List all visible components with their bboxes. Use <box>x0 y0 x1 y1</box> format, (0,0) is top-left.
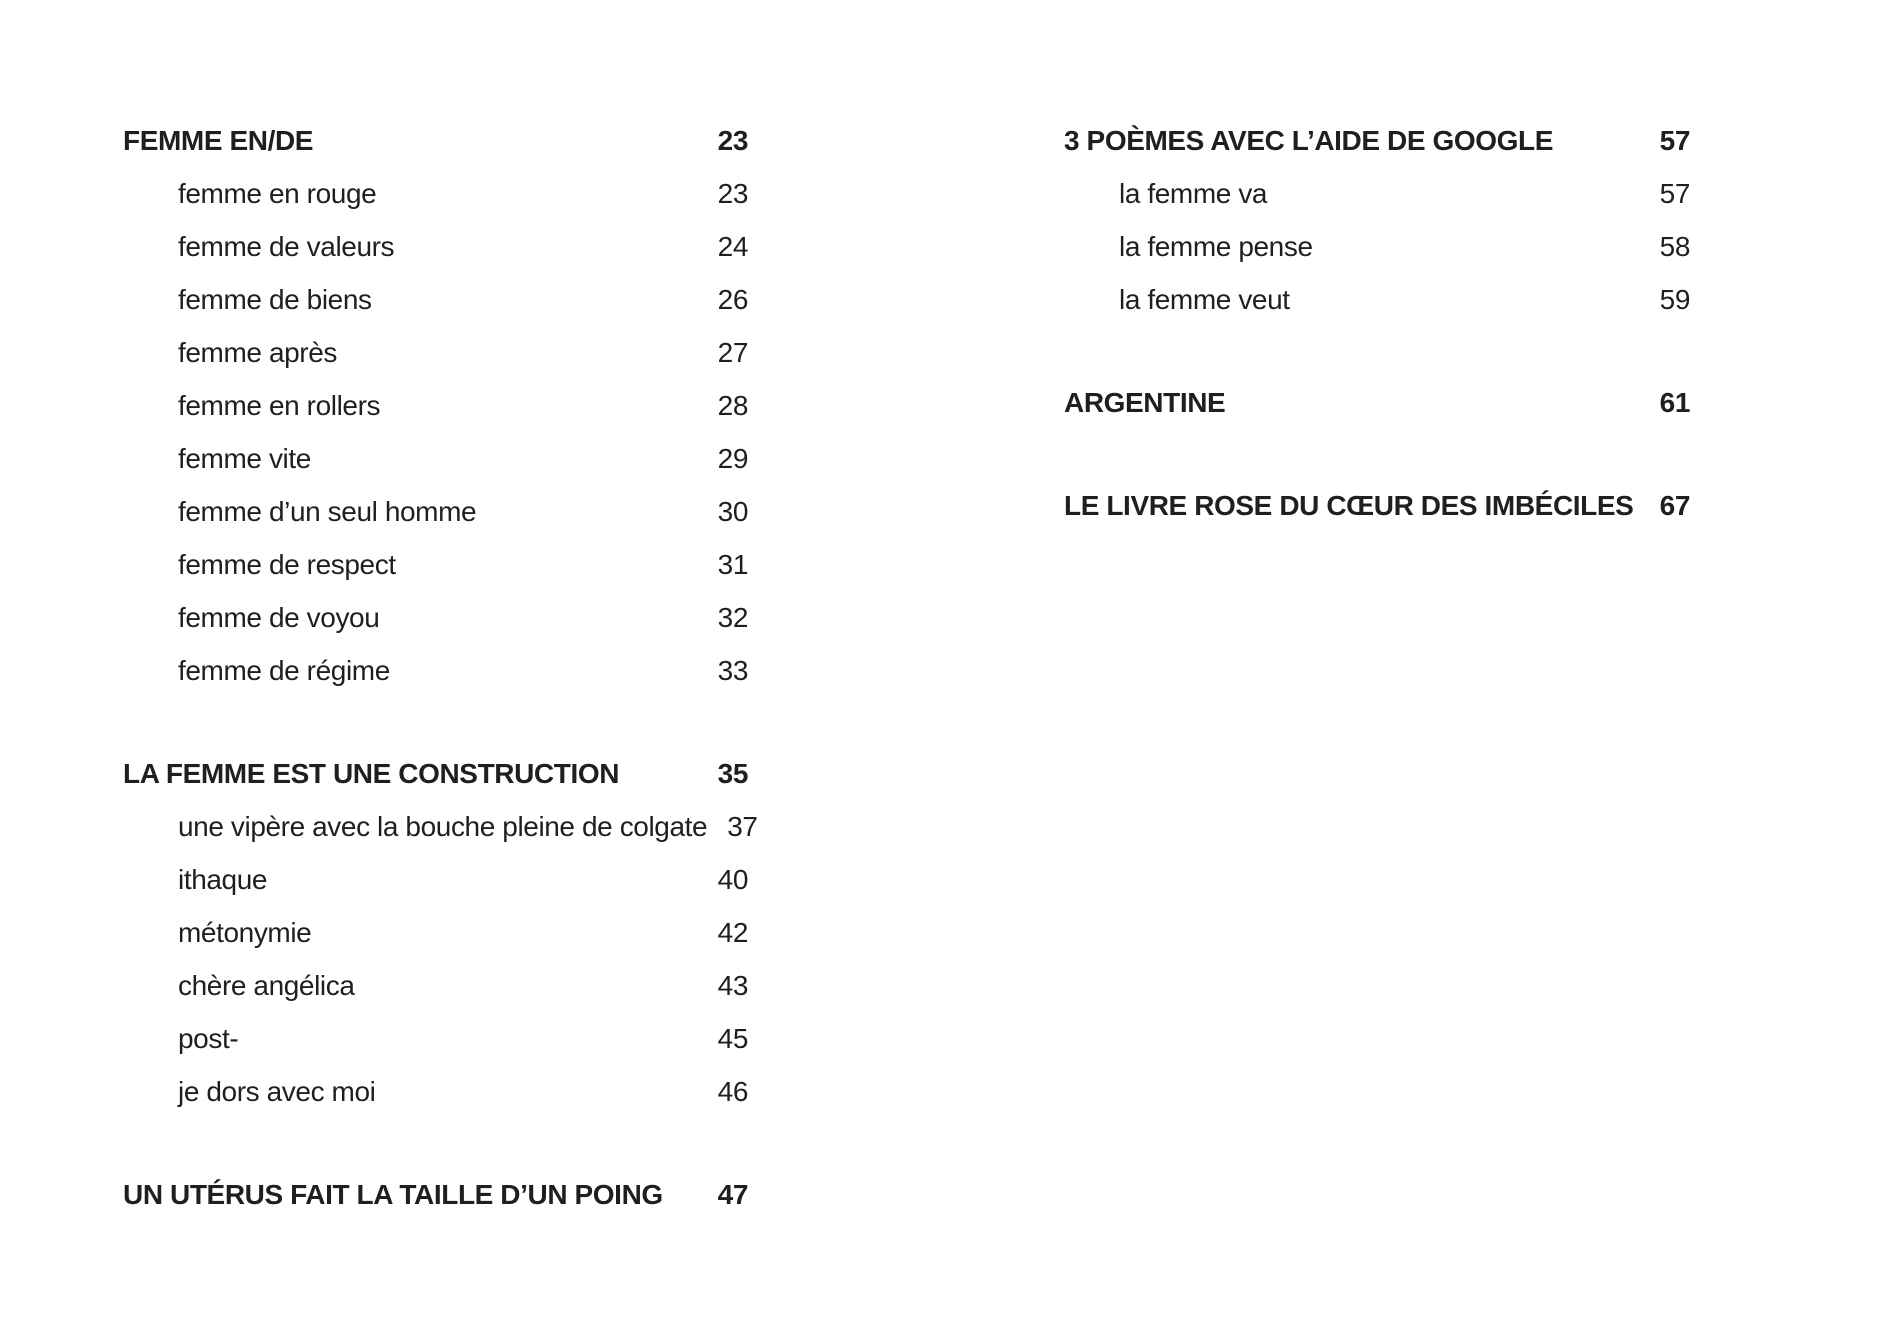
toc-section <box>123 114 748 697</box>
toc-entry-page-number: 29 <box>717 443 748 474</box>
toc-entry-row <box>123 379 748 432</box>
toc-section-title: LE LIVRE ROSE DU CŒUR DES IMBÉCILES <box>1064 490 1634 521</box>
toc-entry-row <box>123 432 748 485</box>
toc-entry-row <box>123 326 748 379</box>
toc-entry-title: femme de voyou <box>178 602 380 633</box>
toc-entry-page-number: 28 <box>717 390 748 421</box>
toc-entry-title: chère angélica <box>178 970 355 1001</box>
toc-entry-title: femme de régime <box>178 655 390 686</box>
toc-entry-title: femme de biens <box>178 284 372 315</box>
toc-entry-title: ithaque <box>178 864 268 895</box>
toc-entry-page-number: 23 <box>717 178 748 209</box>
toc-section-page-number: 67 <box>1659 490 1690 521</box>
toc-section-page-number: 57 <box>1659 125 1690 156</box>
toc-entry-title: la femme pense <box>1119 231 1313 262</box>
toc-entry-row <box>123 485 748 538</box>
toc-entry-row <box>123 959 748 1012</box>
toc-entry-row <box>123 220 748 273</box>
toc-entry-page-number: 32 <box>717 602 748 633</box>
toc-section-items <box>123 167 748 697</box>
toc-entry-title: femme en rollers <box>178 390 381 421</box>
toc-entry-row <box>123 1012 748 1065</box>
toc-entry-row <box>123 644 748 697</box>
toc-section <box>1064 114 1690 326</box>
toc-section <box>1064 479 1690 532</box>
toc-section-header-row <box>1064 114 1690 167</box>
toc-entry-title: femme en rouge <box>178 178 377 209</box>
toc-section-page-number: 23 <box>717 125 748 156</box>
toc-entry-title: la femme va <box>1119 178 1268 209</box>
toc-entry-page-number: 33 <box>717 655 748 686</box>
toc-column-left <box>123 114 758 1221</box>
toc-entry-title: une vipère avec la bouche pleine de colgate <box>178 811 708 842</box>
toc-entry-row <box>123 1065 748 1118</box>
toc-section-title: 3 POÈMES AVEC L’AIDE DE GOOGLE <box>1064 125 1553 156</box>
toc-entry-row <box>1064 220 1690 273</box>
toc-section <box>1064 376 1690 429</box>
toc-column-right <box>1064 114 1690 532</box>
toc-section-header-row <box>123 1168 748 1221</box>
toc-entry-page-number: 24 <box>717 231 748 262</box>
toc-section-title: UN UTÉRUS FAIT LA TAILLE D’UN POING <box>123 1179 663 1210</box>
toc-entry-row <box>123 906 748 959</box>
toc-entry-title: femme de respect <box>178 549 396 580</box>
toc-section-header-row <box>1064 479 1690 532</box>
toc-entry-page-number: 37 <box>727 811 758 842</box>
toc-section-items <box>123 800 758 1118</box>
toc-section-page-number: 47 <box>717 1179 748 1210</box>
toc-entry-row <box>123 853 748 906</box>
toc-section-page-number: 35 <box>717 758 748 789</box>
toc-entry-page-number: 45 <box>717 1023 748 1054</box>
toc-entry-row <box>123 167 748 220</box>
toc-entry-title: post- <box>178 1023 239 1054</box>
toc-entry-row <box>123 800 758 853</box>
toc-entry-page-number: 57 <box>1659 178 1690 209</box>
toc-section <box>123 747 758 1118</box>
toc-entry-row <box>1064 273 1690 326</box>
toc-entry-row <box>123 273 748 326</box>
toc-section-title: LA FEMME EST UNE CONSTRUCTION <box>123 758 620 789</box>
toc-section-header-row <box>123 747 748 800</box>
toc-entry-page-number: 59 <box>1659 284 1690 315</box>
toc-entry-page-number: 43 <box>717 970 748 1001</box>
toc-entry-page-number: 58 <box>1659 231 1690 262</box>
toc-entry-page-number: 42 <box>717 917 748 948</box>
toc-entry-title: je dors avec moi <box>178 1076 376 1107</box>
toc-entry-page-number: 27 <box>717 337 748 368</box>
toc-entry-page-number: 46 <box>717 1076 748 1107</box>
toc-entry-page-number: 30 <box>717 496 748 527</box>
toc-entry-title: femme de valeurs <box>178 231 395 262</box>
toc-section-title: ARGENTINE <box>1064 387 1226 418</box>
toc-section-header-row <box>1064 376 1690 429</box>
toc-entry-title: femme après <box>178 337 337 368</box>
toc-section-header-row <box>123 114 748 167</box>
toc-entry-title: métonymie <box>178 917 312 948</box>
toc-entry-row <box>123 538 748 591</box>
toc-entry-row <box>123 591 748 644</box>
toc-entry-page-number: 31 <box>717 549 748 580</box>
toc-section-items <box>1064 167 1690 326</box>
toc-entry-page-number: 26 <box>717 284 748 315</box>
toc-section-title: FEMME EN/DE <box>123 125 314 156</box>
toc-entry-title: femme vite <box>178 443 311 474</box>
toc-section-page-number: 61 <box>1659 387 1690 418</box>
toc-entry-title: la femme veut <box>1119 284 1290 315</box>
toc-entry-page-number: 40 <box>717 864 748 895</box>
toc-entry-row <box>1064 167 1690 220</box>
toc-section <box>123 1168 748 1221</box>
toc-entry-title: femme d’un seul homme <box>178 496 477 527</box>
